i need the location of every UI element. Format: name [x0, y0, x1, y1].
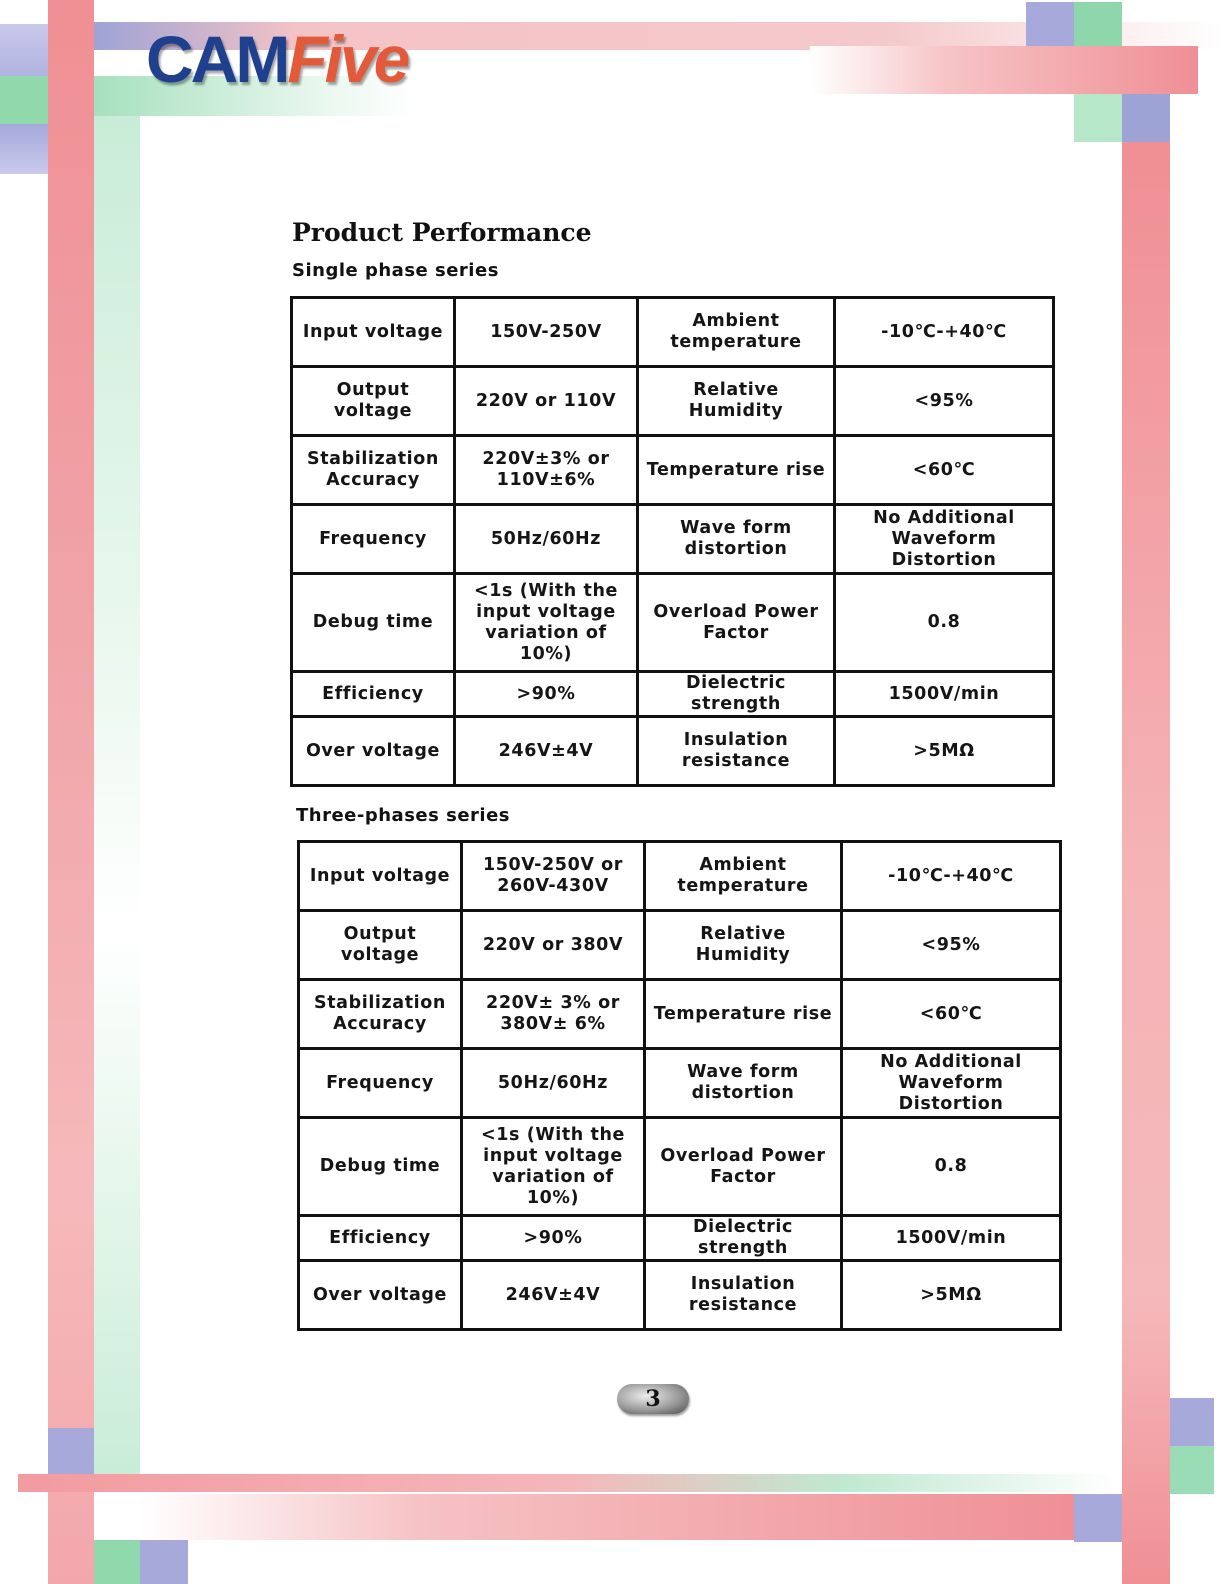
section-heading-single-phase: Single phase series [292, 260, 499, 281]
table-row [299, 911, 1061, 980]
spec-label: Frequency [319, 528, 427, 549]
spec-value: >5MΩ [920, 1284, 982, 1305]
spec-value-cell [835, 672, 1054, 717]
spec-value: 50Hz/60Hz [497, 1072, 609, 1093]
spec-value: >5MΩ [913, 740, 975, 761]
spec-label-cell [645, 911, 842, 980]
spec-label-cell [292, 436, 455, 505]
table-row [292, 436, 1054, 505]
frame-corner-block [140, 1540, 188, 1584]
spec-value: 0.8 [934, 1156, 968, 1176]
frame-corner-block [1074, 1494, 1122, 1542]
frame-bottom-band [140, 1494, 1080, 1540]
spec-label: Relative Humidity [695, 924, 791, 965]
spec-label-cell [292, 574, 455, 672]
spec-label: Stabilization Accuracy [307, 449, 439, 490]
spec-label: Overload Power Factor [653, 601, 819, 643]
spec-value: 150V-250V [490, 321, 602, 342]
spec-value-cell [842, 1261, 1061, 1330]
spec-label: Over voltage [312, 1284, 448, 1305]
spec-value-cell [462, 1118, 645, 1216]
spec-value-cell [455, 672, 638, 717]
spec-label-cell [638, 298, 835, 367]
spec-value: 246V±4V [505, 1284, 601, 1305]
frame-corner-block [48, 1428, 94, 1474]
frame-corner-block [1170, 1398, 1214, 1446]
spec-label: Output voltage [340, 924, 420, 965]
spec-value-cell [462, 980, 645, 1049]
frame-corner-block [0, 76, 48, 124]
spec-value-cell [455, 367, 638, 436]
table-row [299, 980, 1061, 1049]
spec-label: Input voltage [309, 865, 451, 886]
spec-label: Ambient temperature [677, 855, 809, 896]
frame-bottom-band [18, 1474, 1118, 1492]
spec-value: <1s (With the input voltage variation of 10%) [473, 580, 619, 664]
spec-label: Debug time [319, 1156, 441, 1176]
spec-value-cell [835, 717, 1054, 786]
spec-label-cell [645, 1118, 842, 1216]
table-row [299, 1261, 1061, 1330]
spec-label-cell [292, 367, 455, 436]
frame-top-right-band [810, 46, 1198, 94]
spec-value-cell [842, 1216, 1061, 1261]
spec-label-cell [638, 505, 835, 574]
spec-value-cell [462, 1261, 645, 1330]
spec-value: >90% [516, 683, 576, 704]
table-row [299, 1216, 1061, 1261]
table-row [292, 717, 1054, 786]
spec-label-cell [645, 1261, 842, 1330]
spec-label: Frequency [326, 1072, 434, 1093]
spec-value: <95% [914, 390, 974, 411]
spec-label-cell [638, 672, 835, 717]
spec-label: Stabilization Accuracy [314, 993, 446, 1034]
spec-value: 0.8 [927, 612, 961, 632]
section-heading-three-phases: Three-phases series [296, 805, 510, 826]
table-row [292, 672, 1054, 717]
spec-label: Ambient temperature [670, 311, 802, 352]
brand-logo-cam: CAM [146, 22, 288, 96]
spec-value-cell [462, 911, 645, 980]
spec-label-cell [645, 842, 842, 911]
table-row [299, 1118, 1061, 1216]
spec-label-cell [638, 367, 835, 436]
page-title: Product Performance [292, 218, 592, 247]
spec-value: 220V or 380V [482, 934, 624, 955]
spec-value-cell [835, 367, 1054, 436]
spec-value: >90% [523, 1227, 583, 1248]
spec-label: Dielectric strength [685, 673, 786, 714]
spec-label: Wave form distortion [680, 518, 792, 559]
spec-label: Output voltage [333, 380, 413, 421]
table-row [292, 367, 1054, 436]
spec-label-cell [292, 298, 455, 367]
page-number-badge [617, 1384, 689, 1414]
table-row [299, 842, 1061, 911]
spec-value: <60℃ [919, 1003, 983, 1024]
spec-value: 220V± 3% or 380V± 6% [486, 993, 620, 1034]
spec-label-cell [638, 436, 835, 505]
spec-value: -10℃-+40℃ [888, 865, 1014, 886]
spec-value: 1500V/min [888, 683, 1000, 704]
spec-value: No Additional Waveform Distortion [880, 1051, 1022, 1114]
spec-label: Efficiency [329, 1227, 431, 1248]
spec-label: Over voltage [305, 740, 441, 761]
spec-label: Overload Power Factor [660, 1145, 826, 1187]
spec-value-cell [842, 911, 1061, 980]
spec-value-cell [462, 842, 645, 911]
spec-value-cell [842, 1118, 1061, 1216]
spec-value-cell [455, 717, 638, 786]
spec-label-cell [292, 717, 455, 786]
spec-table-three-phases [297, 840, 1062, 1331]
spec-label-cell [299, 842, 462, 911]
spec-value: 1500V/min [895, 1227, 1007, 1248]
frame-corner-block [1074, 2, 1122, 46]
spec-value-cell [835, 574, 1054, 672]
table-row [292, 574, 1054, 672]
table-row [299, 1049, 1061, 1118]
spec-label-cell [645, 980, 842, 1049]
table-row [292, 298, 1054, 367]
frame-right-stripe [1122, 142, 1170, 1584]
spec-label-cell [299, 1216, 462, 1261]
frame-left-green-stripe [94, 90, 140, 1490]
spec-label-cell [292, 505, 455, 574]
spec-label-cell [299, 980, 462, 1049]
spec-value: <60℃ [912, 459, 976, 480]
spec-label-cell [299, 1049, 462, 1118]
spec-label-cell [645, 1216, 842, 1261]
spec-value-cell [842, 842, 1061, 911]
spec-value-cell [462, 1049, 645, 1118]
frame-right-margin [1170, 142, 1224, 1392]
spec-label-cell [292, 672, 455, 717]
spec-value: 220V±3% or 110V±6% [482, 449, 610, 490]
spec-value-cell [842, 980, 1061, 1049]
spec-value: <1s (With the input voltage variation of 10%) [480, 1124, 626, 1208]
spec-value: <95% [921, 934, 981, 955]
spec-value-cell [455, 505, 638, 574]
spec-value: 50Hz/60Hz [490, 528, 602, 549]
spec-value-cell [462, 1216, 645, 1261]
spec-value-cell [455, 298, 638, 367]
spec-label-cell [638, 717, 835, 786]
spec-value: 150V-250V or 260V-430V [482, 855, 624, 896]
spec-label-cell [299, 911, 462, 980]
spec-label-cell [645, 1049, 842, 1118]
spec-label: Dielectric strength [692, 1217, 793, 1258]
spec-label: Efficiency [322, 683, 424, 704]
page-number: 3 [645, 1386, 661, 1412]
brand-logo-five: Five [287, 22, 408, 96]
spec-label: Wave form distortion [687, 1062, 799, 1103]
spec-label: Relative Humidity [688, 380, 784, 421]
spec-value: 220V or 110V [475, 390, 617, 411]
spec-label-cell [299, 1118, 462, 1216]
spec-label-cell [638, 574, 835, 672]
frame-left-stripe [48, 0, 94, 1584]
spec-value-cell [455, 436, 638, 505]
frame-corner-block [1170, 1446, 1214, 1494]
spec-value: 246V±4V [498, 740, 594, 761]
spec-value: No Additional Waveform Distortion [873, 507, 1015, 570]
spec-label: Input voltage [302, 321, 444, 342]
spec-value-cell [835, 298, 1054, 367]
spec-value: -10℃-+40℃ [881, 321, 1007, 342]
spec-value-cell [835, 436, 1054, 505]
spec-value-cell [842, 1049, 1061, 1118]
spec-label: Insulation resistance [688, 1274, 798, 1315]
spec-table-single-phase [290, 296, 1055, 787]
frame-corner-block [1074, 94, 1122, 142]
spec-value-cell [835, 505, 1054, 574]
spec-label-cell [299, 1261, 462, 1330]
table-row [292, 505, 1054, 574]
spec-value-cell [455, 574, 638, 672]
spec-label: Temperature rise [653, 1003, 833, 1024]
frame-corner-block [1122, 94, 1170, 142]
brand-logo [146, 22, 408, 96]
spec-label: Temperature rise [646, 459, 826, 480]
frame-corner-block [94, 1540, 140, 1584]
spec-label: Debug time [312, 612, 434, 632]
frame-corner-block [1026, 2, 1074, 46]
spec-label: Insulation resistance [681, 730, 791, 771]
